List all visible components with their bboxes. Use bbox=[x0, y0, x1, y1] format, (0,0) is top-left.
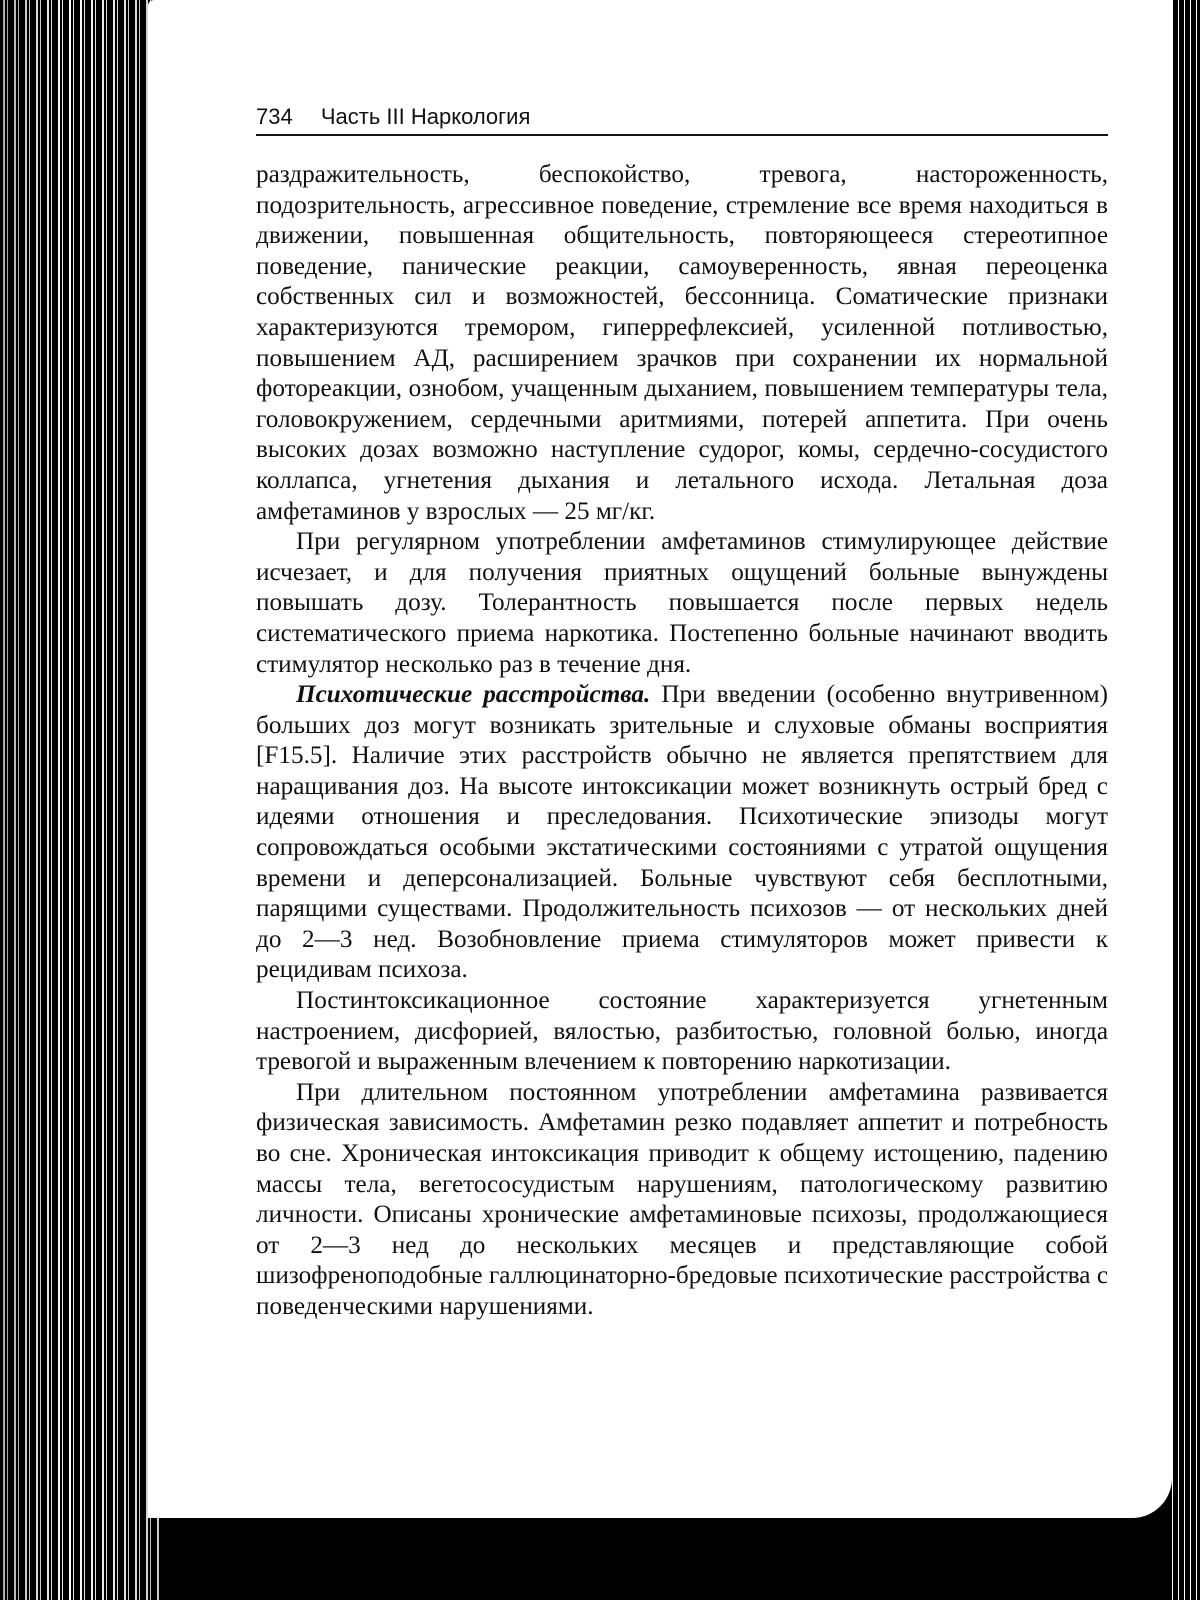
book-page bbox=[148, 0, 1172, 1518]
paragraph-postintoxication bbox=[256, 986, 1108, 1078]
paragraph-text: При регулярном употреблении амфетаминов стимулирующее действие исчезает, и для получения приятных ощущений больные вынуждены повышать дозу. Толерантность повышается после первых недель систематического приема наркотика. Постепенно больные начинают вводить стимулятор несколько раз в течение дня. bbox=[256, 528, 1108, 678]
paragraph-psychotic-disorders bbox=[256, 680, 1108, 986]
page-number: 734 bbox=[256, 104, 293, 129]
running-title: Часть III Наркология bbox=[320, 104, 531, 129]
paragraph-tolerance bbox=[256, 527, 1108, 680]
paragraph-text: Постинтоксикационное состояние характеризуется угнетенным настроением, дисфорией, вялостью, разбитостью, головной болью, иногда тревогой и выраженным влечением к повторению наркотизации. bbox=[256, 987, 1108, 1076]
book-page-edges-right bbox=[1170, 0, 1200, 1600]
run-in-heading: Психотические расстройства. bbox=[296, 681, 651, 709]
paragraph-text: При введении (особенно внутривенном) больших доз могут возникать зрительные и слуховые обманы восприятия [F15.5]. Наличие этих расстройств обычно не является препятствием для наращивания доз. На высоте интоксикации может возникнуть острый бред с идеями отношения и преследования. Психотические эпизоды могут сопровождаться особыми экстатическими состояниями с утратой ощущения времени и деперсонализацией. Больные чувствуют себя бесплотными, парящими существами. Продолжительность психозов — от нескольких дней до 2—3 нед. Возобновление приема стимуляторов может привести к рецидивам психоза. bbox=[256, 681, 1108, 984]
book-page-edges-left bbox=[0, 0, 160, 1600]
paragraph-text: раздражительность, беспокойство, тревога, настороженность, подозрительность, агрессивное поведение, стремление все время находиться в движении, повышенная общительность, повторяющееся стереотипное поведение, панические реакции, самоуверенность, явная переоценка собственных сил и возможностей, бессонница. Соматические признаки характеризуются тремором, гиперрефлексией, усиленной потливостью, повышением АД, расширением зрачков при сохранении их нормальной фотореакции, ознобом, учащенным дыханием, повышением температуры тела, головокружением, сердечными аритмиями, потерей аппетита. При очень высоких дозах возможно наступление судорог, комы, сердечно-сосудистого коллапса, угнетения дыхания и летального исхода. Летальная доза амфетаминов у взрослых — 25 мг/кг. bbox=[256, 161, 1108, 525]
body-text bbox=[256, 160, 1108, 1323]
paragraph-chronic-use bbox=[256, 1078, 1108, 1323]
running-head bbox=[256, 100, 1108, 136]
paragraph-continuation bbox=[256, 160, 1108, 527]
paragraph-text: При длительном постоянном употреблении амфетамина развивается физическая зависимость. Амфетамин резко подавляет аппетит и потребность во сне. Хроническая интоксикация приводит к общему истощению, падению массы тела, вегетососудистым нарушениям, патологическому развитию личности. Описаны хронические амфетаминовые психозы, продолжающиеся от 2—3 нед до нескольких месяцев и представляющие собой шизофреноподобные галлюцинаторно-бредовые психотические расстройства с поведенческими нарушениями. bbox=[256, 1078, 1108, 1320]
